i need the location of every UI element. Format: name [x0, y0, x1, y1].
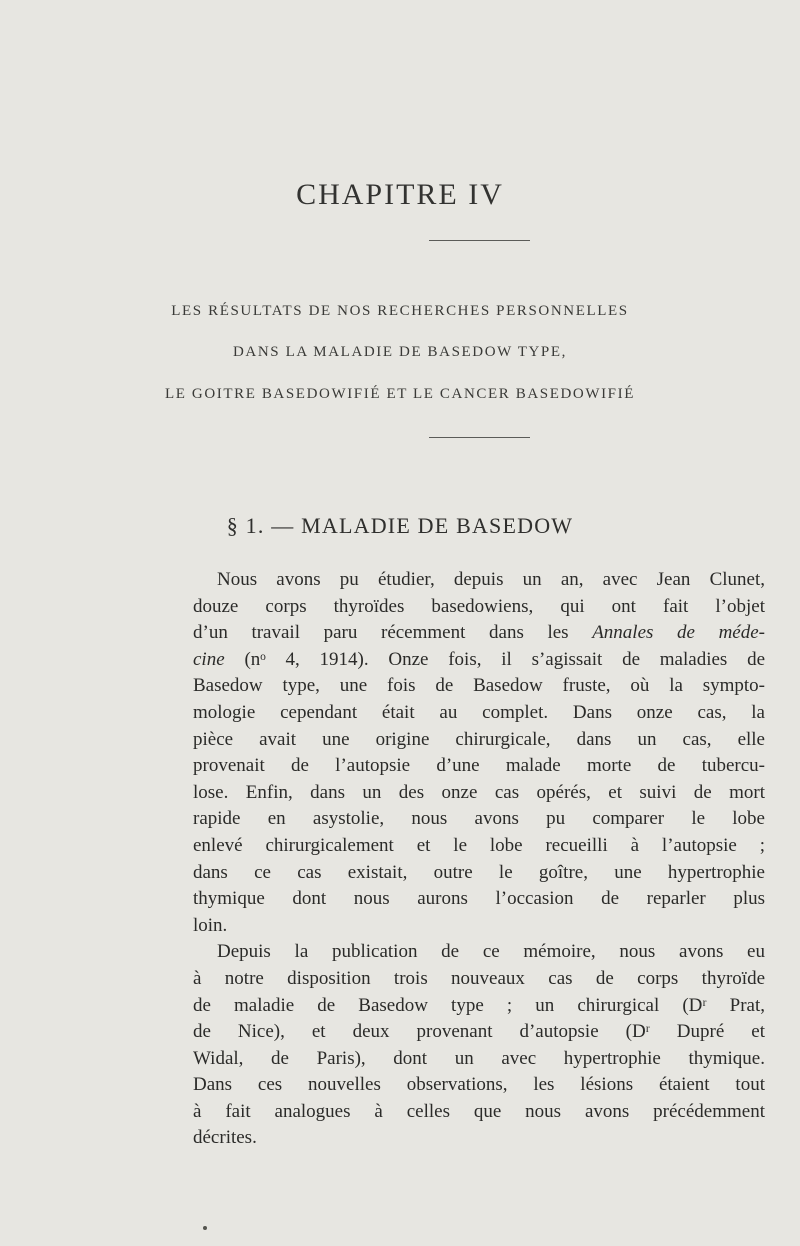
text-line: thymique dont nous aurons l’occasion de reparler plus — [193, 888, 765, 910]
text-line: dans ce cas existait, outre le goître, une hypertrophie — [193, 861, 765, 883]
text-line: à fait analogues à celles que nous avons précédemment — [193, 1100, 765, 1122]
journal-title-italic-cont: cine — [193, 648, 225, 670]
divider-rule-bottom — [429, 437, 530, 438]
section-heading: § 1. — MALADIE DE BASEDOW — [226, 513, 574, 538]
text-line: Dans ces nouvelles observations, les lésions étaient tout — [193, 1074, 765, 1096]
chapter-title: CHAPITRE IV — [296, 178, 504, 211]
text-line: provenait de l’autopsie d’une malade morte de tubercu- — [193, 755, 765, 777]
text-line: décrites. — [193, 1127, 257, 1149]
chapter-subtitle-line-1: LES RÉSULTATS DE NOS RECHERCHES PERSONNELLES — [171, 303, 629, 319]
text-line — [193, 620, 765, 647]
text-line: de maladie de Basedow type ; un chirurgical (Dʳ Prat, — [193, 994, 765, 1016]
text-line — [193, 647, 765, 674]
journal-title-italic: Annales de méde- — [592, 622, 765, 644]
print-speck — [203, 1226, 207, 1230]
text-line: à notre disposition trois nouveaux cas de corps thyroïde — [193, 967, 765, 989]
text-line: mologie cependant était au complet. Dans onze cas, la — [193, 701, 765, 723]
chapter-subtitle-line-3: LE GOITRE BASEDOWIFIÉ ET LE CANCER BASEDOWIFIÉ — [165, 386, 635, 402]
text-segment: d’un travail paru récemment dans les — [193, 622, 569, 644]
text-line: douze corps thyroïdes basedowiens, qui ont fait l’objet — [193, 595, 765, 617]
body-text — [193, 567, 765, 1152]
text-line: Widal, de Paris), dont un avec hypertrophie thymique. — [193, 1047, 765, 1069]
chapter-subtitle-line-2: DANS LA MALADIE DE BASEDOW TYPE, — [233, 344, 567, 360]
text-line: enlevé chirurgicalement et le lobe recueilli à l’autopsie ; — [193, 834, 765, 856]
text-segment: (nᵒ 4, 1914). Onze fois, il s’agissait de maladies de — [244, 648, 766, 670]
text-line: Nous avons pu étudier, depuis un an, avec Jean Clunet, — [217, 569, 765, 590]
text-line: loin. — [193, 914, 228, 936]
text-line: rapide en asystolie, nous avons pu comparer le lobe — [193, 808, 765, 830]
text-line: Depuis la publication de ce mémoire, nous avons eu — [217, 941, 765, 963]
divider-rule-top — [429, 240, 530, 241]
text-line: lose. Enfin, dans un des onze cas opérés, et suivi de mort — [193, 781, 765, 803]
text-line: Basedow type, une fois de Basedow fruste, où la sympto- — [193, 675, 765, 697]
text-line: de Nice), et deux provenant d’autopsie (Dʳ Dupré et — [193, 1021, 765, 1043]
text-line: pièce avait une origine chirurgicale, dans un cas, elle — [193, 728, 765, 750]
